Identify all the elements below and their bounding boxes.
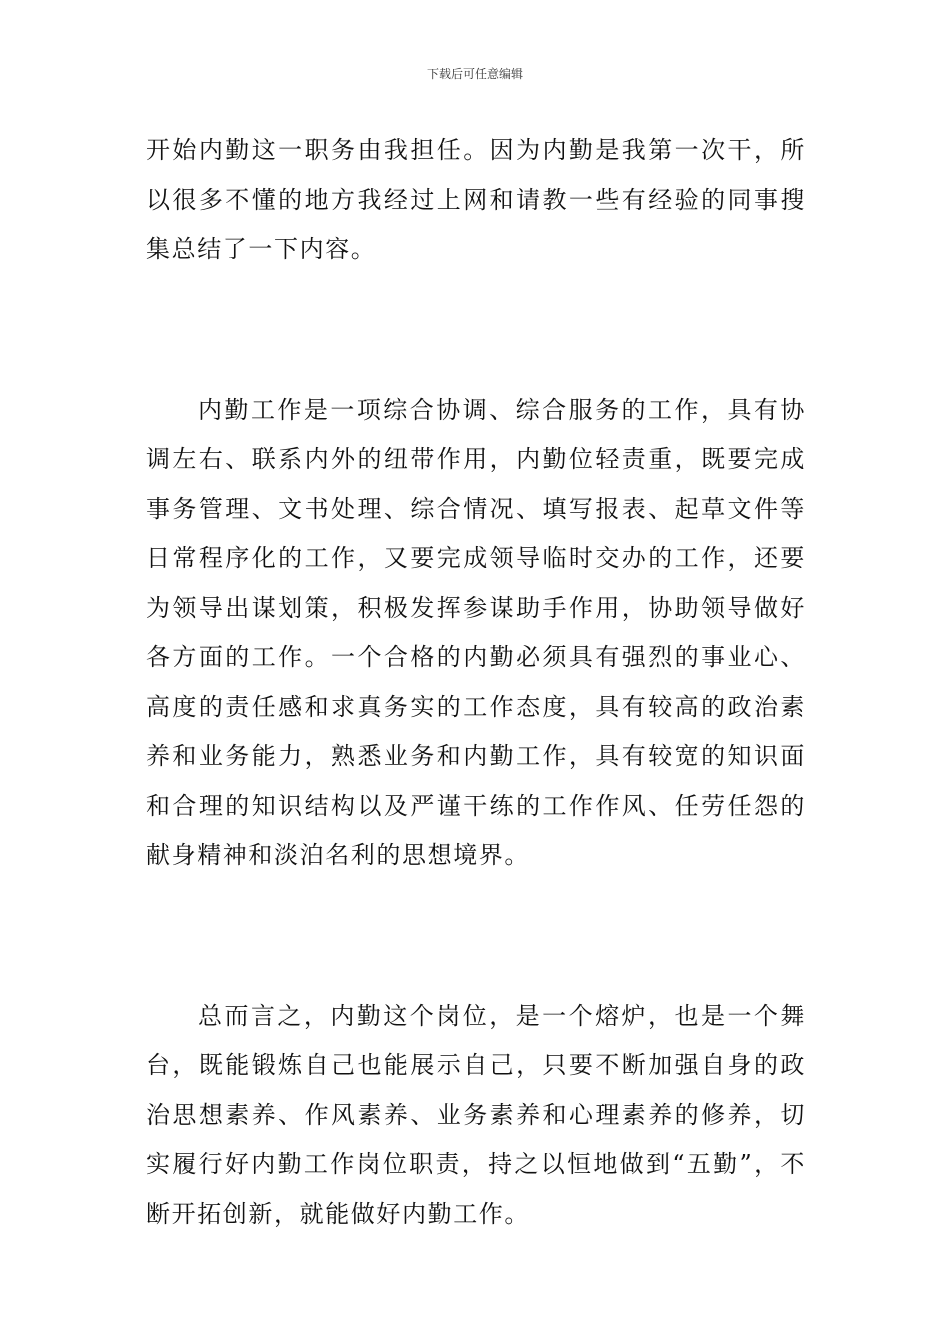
paragraph-2: 内勤工作是一项综合协调、综合服务的工作，具有协调左右、联系内外的纽带作用，内勤位轻责重，既要完成事务管理、文书处理、综合情况、填写报表、起草文件等日常程序化的工作，又要完成领导临时交办的工作，还要为领导出谋划策，积极发挥参谋助手作用，协助领导做好各方面的工作。一个合格的内勤必须具有强烈的事业心、高度的责任感和求真务实的工作态度，具有较高的政治素养和业务能力，熟悉业务和内勤工作，具有较宽的知识面和合理的知识结构以及严谨干练的工作作风、任劳任怨的献身精神和淡泊名利的思想境界。 bbox=[146, 395, 806, 869]
paragraph-1: 开始内勤这一职务由我担任。因为内勤是我第一次干，所以很多不懂的地方我经过上网和请教一些有经验的同事搜集总结了一下内容。 bbox=[146, 136, 806, 263]
paragraph-3: 总而言之，内勤这个岗位，是一个熔炉，也是一个舞台，既能锻炼自己也能展示自己，只要不断加强自身的政治思想素养、作风素养、业务素养和心理素养的修养，切实履行好内勤工作岗位职责，持之以恒地做到“五勤”，不断开拓创新，就能做好内勤工作。 bbox=[146, 1001, 806, 1228]
paragraph-spacer bbox=[146, 275, 806, 386]
page-header-note: 下载后可任意编辑 bbox=[426, 67, 523, 81]
document-body bbox=[146, 126, 806, 1239]
paragraph-spacer bbox=[146, 881, 806, 992]
